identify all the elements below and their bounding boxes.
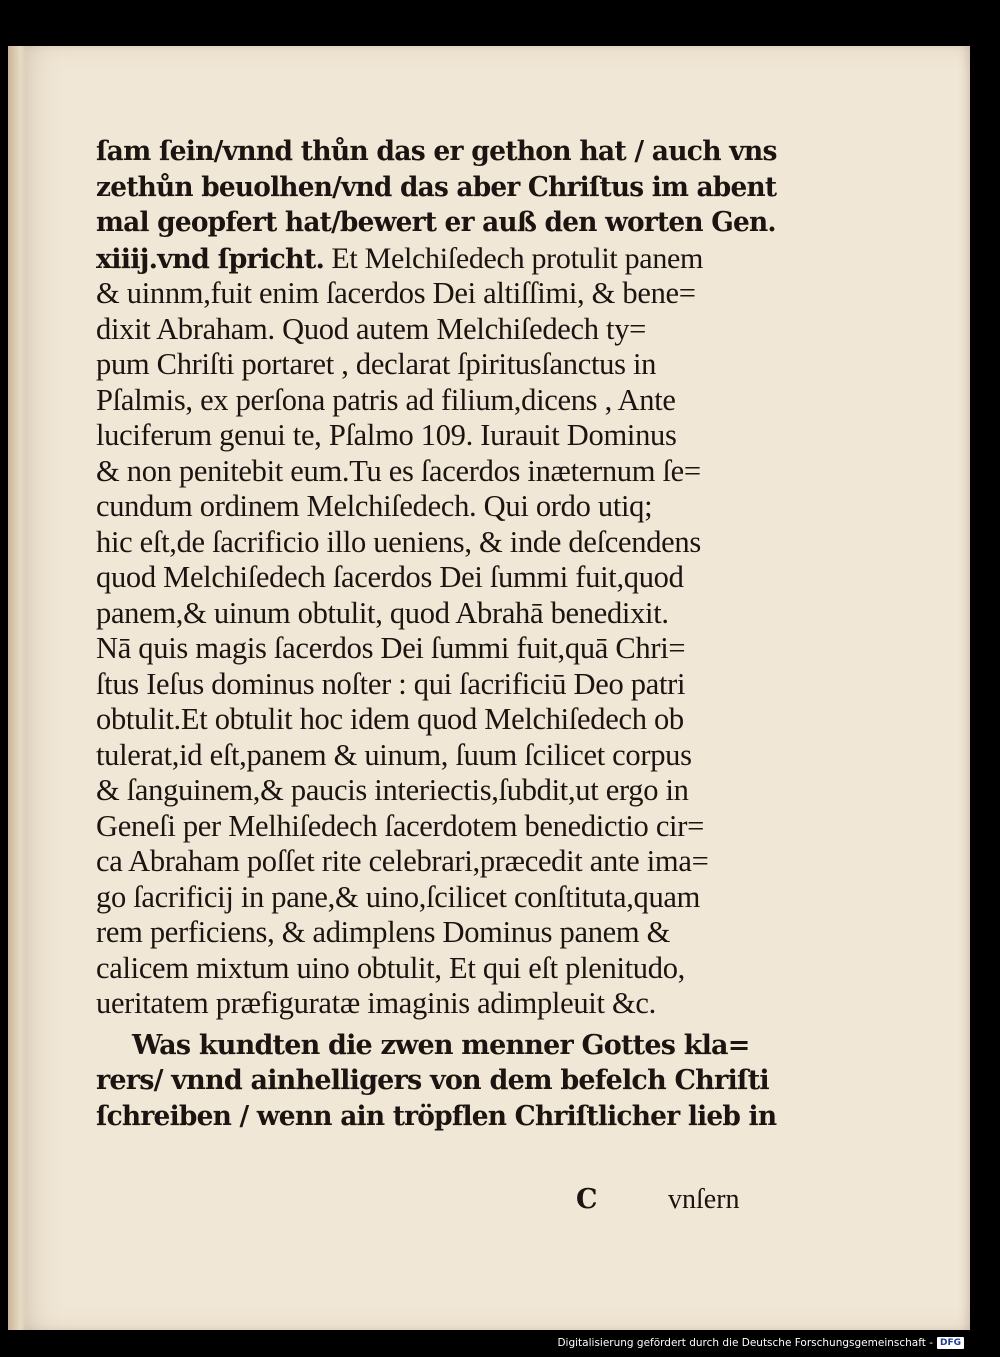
latin-line: rem perficiens, & adimplens Dominus panem & [96, 915, 671, 949]
latin-line: panem,& uinum obtulit, quod Abrahā benedixit. [96, 595, 669, 630]
text-line: ſam ſein/vnnd thůn das er gethon hat / auch vns [96, 136, 777, 167]
page-gutter-shadow [8, 46, 26, 1330]
text-fragment-latin: Et Melchiſedech protulit panem [324, 241, 704, 275]
latin-line: quod Melchiſedech ſacerdos Dei ſummi fuit,quod [96, 560, 684, 594]
latin-line: hic eſt,de ſacrificio illo ueniens, & inde deſcendens [96, 524, 701, 559]
text-line-mixed [96, 241, 776, 277]
text-fragment-blackletter: xiiij.vnd ſpricht. [96, 243, 325, 275]
latin-line: pum Chriſti portaret , declarat ſpiritusſanctus in [96, 347, 657, 381]
latin-line: ueritatem præfiguratæ imaginis adimpleuit &c. [96, 986, 656, 1020]
latin-line: calicem mixtum uino obtulit, Et qui eſt plenitudo, [96, 950, 685, 985]
page-text [96, 134, 776, 1134]
signature-mark: C [576, 1184, 598, 1215]
latin-line: cundum ordinem Melchiſedech. Qui ordo utiq; [96, 489, 653, 523]
latin-line: ca Abraham poſſet rite celebrari,præcedit ante ima= [96, 844, 709, 878]
latin-line: go ſacrificij in pane,& uino,ſcilicet conſtituta,quam [96, 879, 701, 914]
dfg-logo-icon: DFG [937, 1337, 964, 1349]
text-line: zethůn beuolhen/vnd das aber Chriſtus im abent [96, 171, 777, 203]
latin-line: tulerat,id eſt,panem & uinum, ſuum ſcilicet corpus [96, 737, 692, 772]
latin-line: & uinnm,fuit enim ſacerdos Dei altiſſimi, & bene= [96, 276, 696, 310]
text-line: rers/ vnnd ainhelligers von dem befelch Chriſti [96, 1065, 769, 1096]
digitization-credit [557, 1333, 964, 1353]
latin-line: & ſanguinem,& paucis interiectis,ſubdit,ut ergo in [96, 773, 689, 807]
text-line: mal geopfert hat/bewert er auß den worten Gen. [96, 207, 776, 238]
text-line: ſchreiben / wenn ain tröpflen Chriſtlicher lieb in [96, 1100, 777, 1132]
latin-line: Pſalmis, ex perſona patris ad filium,dicens , Ante [96, 382, 676, 417]
page-foot [96, 1184, 776, 1222]
latin-line: dixit Abraham. Quod autem Melchiſedech ty= [96, 311, 647, 346]
latin-line: obtulit.Et obtulit hoc idem quod Melchiſedech ob [96, 702, 684, 736]
catchword: vnſern [668, 1184, 740, 1215]
credit-text: Digitalisierung gefördert durch die Deutsche Forschungsgemeinschaft - [557, 1337, 933, 1349]
text-line: Was kundten die zwen menner Gottes kla= [132, 1029, 750, 1061]
latin-line: luciferum genui te, Pſalmo 109. Iurauit Dominus [96, 418, 677, 452]
book-page [8, 46, 970, 1330]
latin-line: Nā quis magis ſacerdos Dei ſummi fuit,quā Chri= [96, 631, 686, 665]
latin-line: & non penitebit eum.Tu es ſacerdos inæternum ſe= [96, 453, 701, 488]
latin-line: ſtus Ieſus dominus noſter : qui ſacrificiū Deo patri [96, 666, 686, 701]
latin-line: Geneſi per Melhiſedech ſacerdotem benedictio cir= [96, 808, 704, 843]
